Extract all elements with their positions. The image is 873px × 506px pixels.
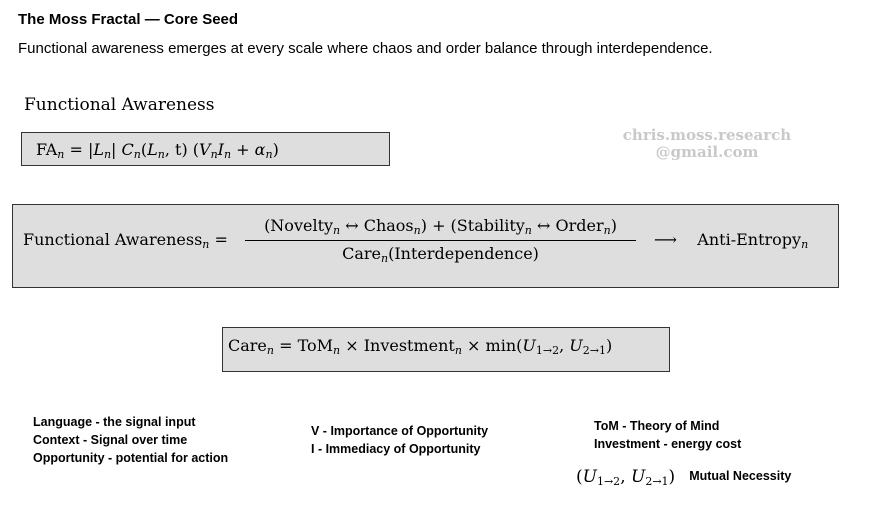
mutual-necessity-formula: (U1→2, U2→1) [576,467,676,488]
mutual-necessity-note [576,467,791,488]
section-heading: Functional Awareness [24,95,215,115]
glossary-item-i: I - Immediacy of Opportunity [311,442,481,456]
fa-equation-box [21,132,390,166]
document-subtitle: Functional awareness emerges at every scale where chaos and order balance through interdependence. [18,40,713,57]
fraction-numerator: (Novelty$_n$ ↔ Chaos$_n$) + (Stability$_n$ ↔ Order$_n$) [245,216,636,241]
document-title: The Moss Fractal — Core Seed [18,11,239,28]
main-equation-box [12,204,839,288]
main-equation-rhs: ⟶ Anti-Entropy$_n$ [654,230,809,251]
email-watermark [612,127,802,161]
glossary-item-context: Context - Signal over time [33,433,188,447]
care-equation-box [222,327,670,372]
main-equation-lhs: Functional Awareness$_n$ = [23,230,228,251]
glossary-column-3 [594,417,741,453]
glossary-column-2 [311,422,488,458]
watermark-line-1: chris.moss.research [622,126,792,144]
care-equation: Care$_n$ = ToM$_n$ × Investment$_n$ × min(U1→2, U2→1) [228,336,613,357]
glossary-item-v: V - Importance of Opportunity [311,424,489,438]
main-equation-fraction [245,216,636,265]
long-arrow-icon: ⟶ [654,230,677,249]
glossary-column-1 [33,413,228,467]
fa-equation: $FA_n = |L_n|$ $C_n(L_n$, t) $(V_nI_n + \alpha_n)$ [36,140,279,161]
glossary-item-investment: Investment - energy cost [594,437,742,451]
watermark-line-2: @gmail.com [655,143,759,161]
fraction-denominator: Care$_n$(Interdependence) [342,244,539,265]
glossary-item-tom: ToM - Theory of Mind [594,419,720,433]
glossary-item-language: Language - the signal input [33,415,196,429]
glossary-item-opportunity: Opportunity - potential for action [33,451,229,465]
mutual-necessity-label: Mutual Necessity [689,469,792,483]
